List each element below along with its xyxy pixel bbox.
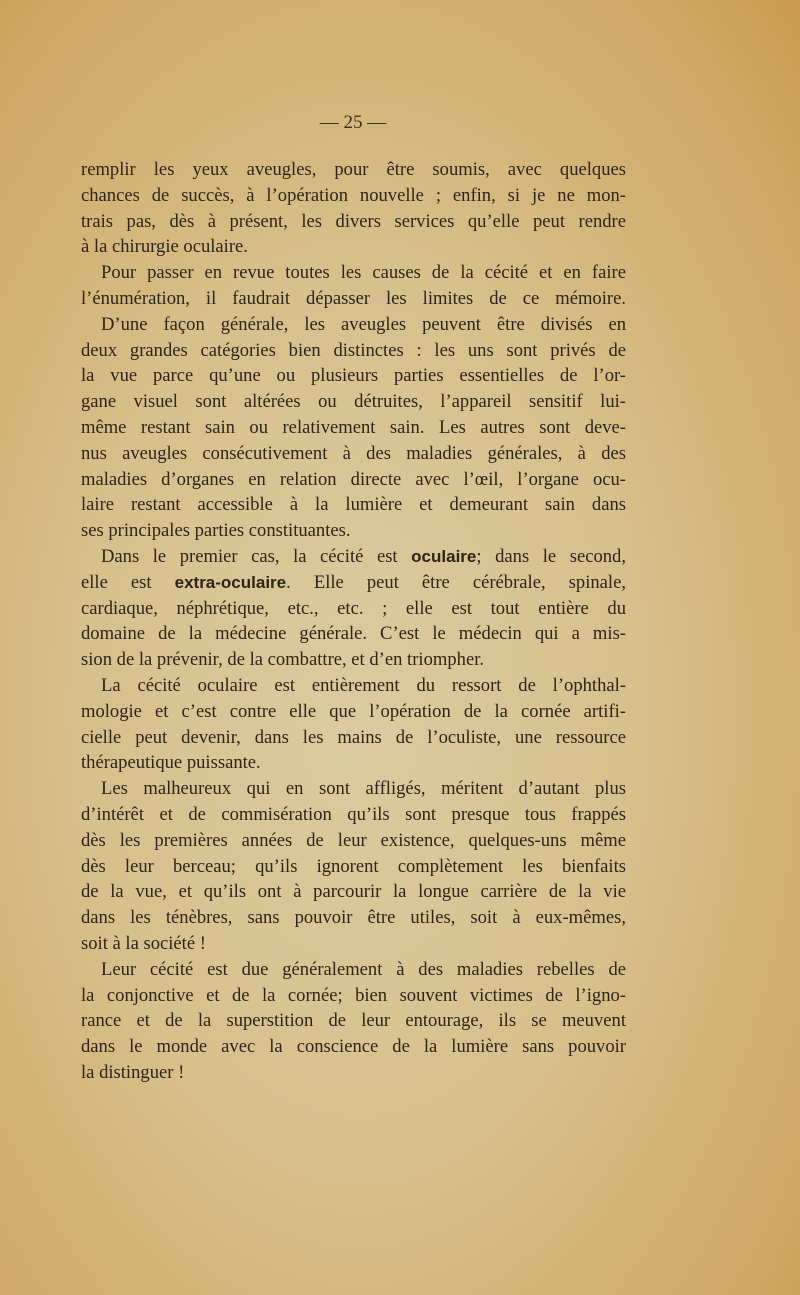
emphasized-term: oculaire — [411, 546, 477, 566]
line-text: soit à la société ! — [81, 932, 206, 954]
line-text: deux grandes catégories bien distinctes : les uns sont privés de — [81, 339, 626, 361]
text-line — [81, 467, 626, 493]
line-text: sion de la prévenir, de la combattre, et d’en triompher. — [81, 649, 485, 671]
line-text: Leur cécité est due généralement à des maladies rebelles de — [101, 958, 626, 980]
line-text: Les malheureux qui en sont affligés, méritent d’autant plus — [101, 778, 626, 800]
text-line — [81, 802, 626, 828]
line-text: à la chirurgie oculaire. — [81, 236, 248, 258]
text-line — [81, 518, 626, 544]
line-text: d’intérêt et de commisération qu’ils sont presque tous frappés — [81, 803, 626, 825]
text-line — [81, 1034, 626, 1060]
text-line — [81, 1008, 626, 1034]
text-line — [81, 699, 626, 725]
text-line — [81, 415, 626, 441]
text-line — [81, 286, 626, 312]
emphasized-term: extra-oculaire — [174, 572, 287, 592]
line-text: la vue parce qu’une ou plusieurs parties essentielles de l’or- — [81, 365, 626, 387]
text-line — [81, 931, 626, 957]
line-text: dans le monde avec la conscience de la lumière sans pouvoir — [81, 1036, 626, 1058]
line-text: l’énumération, il faudrait dépasser les limites de ce mémoire. — [81, 287, 626, 309]
text-line — [81, 673, 626, 699]
line-text: nus aveugles consécutivement à des maladies générales, à des — [81, 442, 626, 464]
line-text: cardiaque, néphrétique, etc., etc. ; elle est tout entière du — [81, 597, 626, 619]
text-line — [81, 879, 626, 905]
line-text: trais pas, dès à présent, les divers services qu’elle peut rendre — [81, 210, 626, 232]
line-text: mologie et c’est contre elle que l’opération de la cornée artifi- — [81, 700, 626, 722]
line-text: la conjonctive et de la cornée; bien souvent victimes de l’igno- — [81, 984, 626, 1006]
line-text: même restant sain ou relativement sain. Les autres sont deve- — [81, 416, 626, 438]
line-text: laire restant accessible à la lumière et demeurant sain dans — [81, 494, 626, 516]
text-line — [81, 596, 626, 622]
text-line — [81, 983, 626, 1009]
text-line — [81, 957, 626, 983]
line-text: cielle peut devenir, dans les mains de l’oculiste, une ressource — [81, 726, 626, 748]
line-text: de la vue, et qu’ils ont à parcourir la longue carrière de la vie — [81, 881, 626, 903]
line-text: thérapeutique puissante. — [81, 752, 261, 774]
text-line — [81, 621, 626, 647]
text-line — [81, 828, 626, 854]
line-text: . Elle peut être cérébrale, spinale, — [286, 571, 626, 593]
line-text: domaine de la médecine générale. C’est le médecin qui a mis- — [81, 623, 626, 645]
line-text: dès les premières années de leur existence, quelques-uns même — [81, 829, 626, 851]
text-line — [81, 492, 626, 518]
line-text: maladies d’organes en relation directe avec l’œil, l’organe ocu- — [81, 468, 626, 490]
line-text: dans les ténèbres, sans pouvoir être utiles, soit à eux-mêmes, — [81, 907, 626, 929]
line-text: ; dans le second, — [476, 545, 626, 567]
line-text: La cécité oculaire est entièrement du ressort de l’ophthal- — [101, 674, 626, 696]
text-line — [81, 312, 626, 338]
text-line — [81, 776, 626, 802]
text-line — [81, 854, 626, 880]
body-text — [81, 157, 626, 1086]
text-line — [81, 647, 626, 673]
text-line — [81, 338, 626, 364]
text-line — [81, 905, 626, 931]
text-line — [81, 544, 626, 570]
text-line — [81, 725, 626, 751]
text-line — [81, 209, 626, 235]
line-text: ses principales parties constituantes. — [81, 520, 351, 542]
line-text: remplir les yeux aveugles, pour être soumis, avec quelques — [81, 159, 626, 180]
text-line — [81, 750, 626, 776]
text-line — [81, 157, 626, 183]
line-text: dès leur berceau; qu’ils ignorent complètement les bienfaits — [81, 855, 626, 877]
text-line — [81, 260, 626, 286]
line-text: rance et de la superstition de leur entourage, ils se meuvent — [81, 1010, 626, 1032]
line-text: gane visuel sont altérées ou détruites, l’appareil sensitif lui- — [81, 391, 626, 413]
line-text: chances de succès, à l’opération nouvelle ; enfin, si je ne mon- — [81, 184, 626, 206]
text-line — [81, 570, 626, 596]
text-line — [81, 441, 626, 467]
line-text: elle est — [81, 571, 175, 593]
line-text: Pour passer en revue toutes les causes de la cécité et en faire — [101, 262, 626, 284]
text-line — [81, 1060, 626, 1086]
line-text: D’une façon générale, les aveugles peuvent être divisés en — [101, 313, 626, 335]
text-line — [81, 389, 626, 415]
line-text: la distinguer ! — [81, 1061, 185, 1083]
text-line — [81, 363, 626, 389]
line-text: Dans le premier cas, la cécité est — [101, 545, 412, 567]
text-line — [81, 234, 626, 260]
page-number: — 25 — — [319, 112, 387, 133]
text-line — [81, 183, 626, 209]
